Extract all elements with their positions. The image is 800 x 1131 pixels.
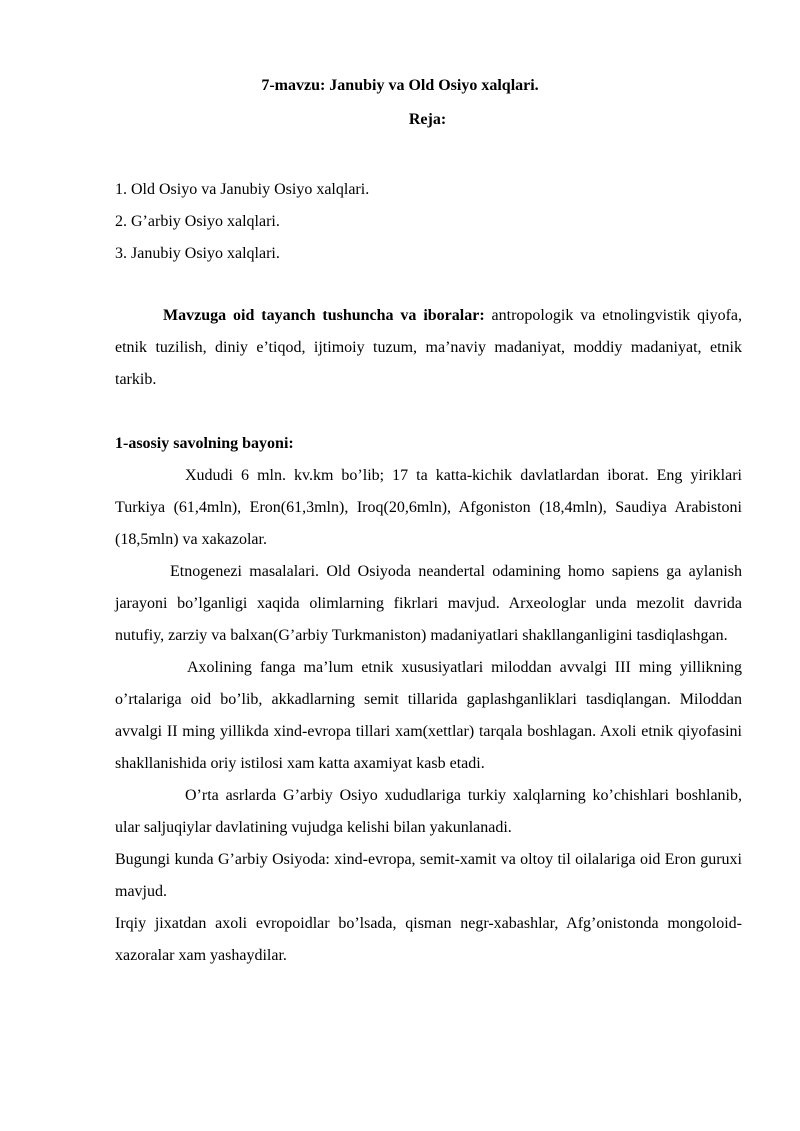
paragraph: Etnogenezi masalalari. Old Osiyoda neandertal odamining homo sapiens ga aylanish jarayoni bo’lganligi xaqida olimlarning fikrlari mavjud. Arxeologlar unda mezolit davrida nutufiy, zarziy va balxan(G’arbiy Turkmaniston) madaniyatlari shakllanganligini tasdiqlashgan.: [115, 563, 742, 644]
paragraph: Irqiy jixatdan axoli evropoidlar bo’lsada, qisman negr-xabashlar, Afg’onistonda mongoloid-xazoralar xam yashaydilar.: [115, 915, 742, 964]
plan-item: 2. G’arbiy Osiyo xalqlari.: [115, 213, 280, 230]
plan-item: 3. Janubiy Osiyo xalqlari.: [115, 245, 280, 262]
document-title: 7-mavzu: Janubiy va Old Osiyo xalqlari.: [261, 77, 539, 94]
paragraph: Xududi 6 mln. kv.km bo’lib; 17 ta katta-kichik davlatlardan iborat. Eng yiriklari Turkiya (61,4mln), Eron(61,3mln), Iroq(20,6mln), Afgoniston (18,4mln), Saudiya Arabistoni (18,5mln) va xakazolar.: [115, 467, 742, 548]
keywords-label: Mavzuga oid tayanch tushuncha va iboralar:: [163, 307, 485, 324]
keywords-list: antropologik va etnolingvistik qiyofa, etnik tuzilish, diniy e’tiqod, ijtimoiy tuzum, ma’naviy madaniyat, moddiy madaniyat, etnik tarkib.: [115, 307, 743, 388]
plan-heading: Reja:: [408, 111, 447, 128]
section-heading: 1-asosiy savolning bayoni:: [115, 435, 294, 452]
plan-item: 1. Old Osiyo va Janubiy Osiyo xalqlari.: [115, 181, 370, 198]
paragraph: Bugungi kunda G’arbiy Osiyoda: xind-evropa, semit-xamit va oltoy til oilalariga oid Eron guruxi mavjud.: [115, 851, 742, 900]
keywords-paragraph: [115, 300, 742, 396]
plan-list: [115, 174, 742, 270]
paragraph: Axolining fanga ma’lum etnik xususiyatlari miloddan avvalgi III ming yillikning o’rtalariga oid bo’lib, akkadlarning semit tillarida gaplashganliklari tasdiqlangan. Miloddan avvalgi II ming yillikda xind-evropa tillari xam(xettlar) tarqala boshlagan. Axoli etnik qiyofasini shakllanishida oriy istilosi xam katta axamiyat kasb etadi.: [115, 659, 742, 772]
keywords-text: [115, 300, 742, 396]
section-1: [115, 428, 742, 972]
paragraph: O’rta asrlarda G’arbiy Osiyo xududlariga turkiy xalqlarning ko’chishlari boshlanib, ular saljuqiylar davlatining vujudga kelishi bilan yakunlanadi.: [115, 787, 742, 836]
